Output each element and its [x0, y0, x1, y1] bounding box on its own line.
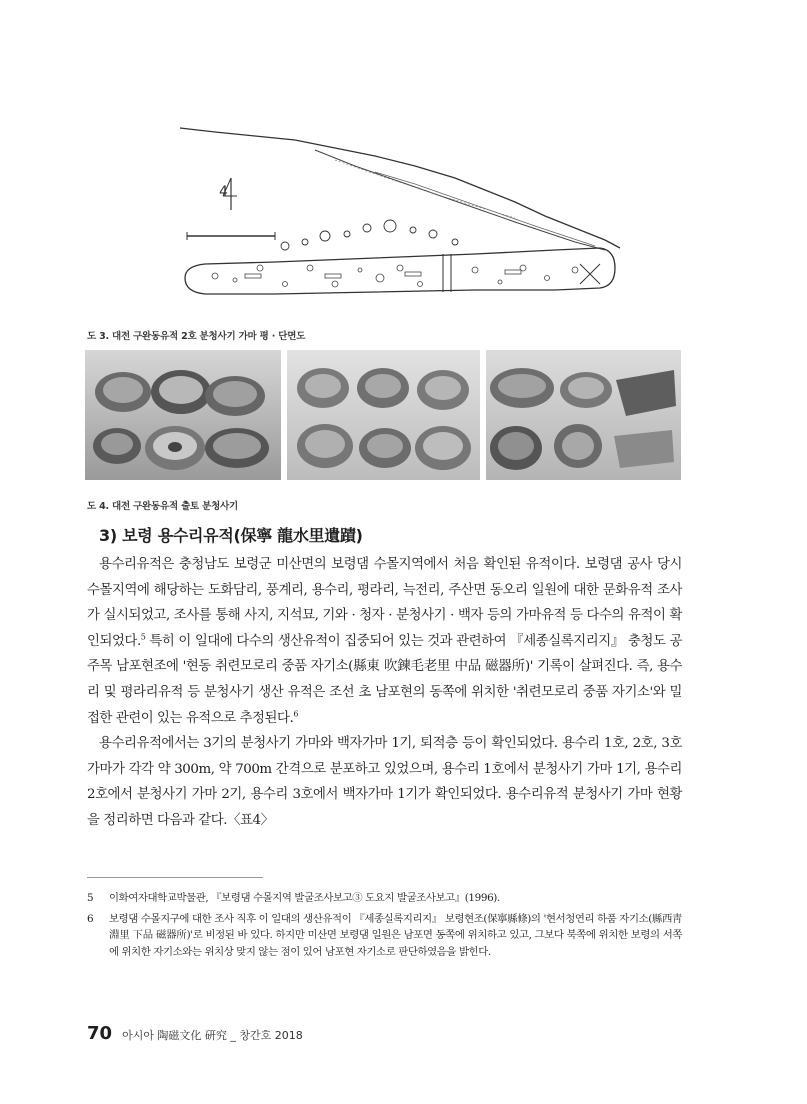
paragraph-2: 용수리유적에서는 3기의 분청사기 가마와 백자가마 1기, 퇴적층 등이 확인되었다. 용수리 1호, 2호, 3호 가마가 각각 약 300m, 약 700m 간격으로 분포하고 있었으며, 용수리 1호에서 분청사기 가마 1기, 용수리 2호에서 분청사기 가마 2기, 용수리 3호에서 백자가마 1기가 확인되었다. 용수리유적 분청사기 가마 현황을 정리하면 다음과 같다.〈표4〉: [87, 736, 682, 828]
footnote-6: 6 보령댐 수몰지구에 대한 조사 직후 이 일대의 생산유적이 『세종실록지리지』 보령현조(保寧縣條)의 '현서청연리 하품 자기소(縣西靑淵里 下品 磁器所)'로 비정된 바 있다. 하지만 미산면 보령댐 일원은 남포면 동쪽에 위치하고 있고, 그보다 북쪽에 위치한 보령의 서쪽에 위치한 자기소와는 위치상 맞지 않는 점이 있어 남포현 자기소로 판단하였음을 밝힌다.: [87, 912, 682, 958]
paragraph-1: 용수리유적은 충청남도 보령군 미산면의 보령댐 수몰지역에서 처음 확인된 유적이다. 보령댐 공사 당시 수몰지역에 해당하는 도화담리, 풍계리, 용수리, 평라리, 늑전리, 주산면 동오리 일원에 대한 문화유적 조사가 실시되었고, 조사를 통해 사지, 지석묘, 기와 · 청자 · 분청사기 · 백자 등의 가마유적 등 다수의 유적이 확인되었다.$^5$ 특히 이 일대에 다수의 생산유적이 집중되어 있는 것과 관련하여 『세종실록지리지』 충청도 공주목 남포현조에 '현동 취련모로리 중품 자기소(縣東 吹鍊毛老里 中品 磁器所)' 기록이 살펴진다. 즉, 용수리 및 평라리유적 등 분청사기 생산 유적은 조선 초 남포현의 동쪽에 위치한 '취련모로리 중품 자기소'와 밀접한 관련이 있는 유적으로 추정된다.$^6$: [87, 557, 682, 726]
figure-3-caption: 도 3. 대전 구완동유적 2호 분청사기 가마 평 · 단면도: [87, 331, 306, 342]
figure-4-caption: 도 4. 대전 구완동유적 출토 분청사기: [87, 501, 239, 512]
section-heading: 3) 보령 용수리유적(保寧 龍水里遺蹟): [99, 526, 363, 545]
ceramics-photo-2: [287, 350, 480, 480]
footnote-divider: [87, 877, 263, 878]
footnotes: [87, 890, 682, 964]
page-footer: [87, 1023, 303, 1044]
kiln-plan-section-drawing: [175, 118, 625, 313]
footnote-ref-6[interactable]: 6: [293, 709, 298, 719]
ceramics-photo-3: [486, 350, 681, 480]
north-arrow-label: 4: [219, 184, 228, 200]
body-text: [87, 552, 682, 834]
ceramics-photo-1: [85, 350, 281, 480]
page-number: 70: [87, 1023, 113, 1044]
footnote-ref-5[interactable]: 5: [140, 632, 146, 642]
journal-title: 아시아 陶磁文化 硏究 _ 창간호 2018: [122, 1029, 303, 1042]
footnote-5: 5 이화여자대학교박물관, 『보령댐 수몰지역 발굴조사보고③ 도요지 발굴조사보고』(1996).: [87, 892, 500, 904]
